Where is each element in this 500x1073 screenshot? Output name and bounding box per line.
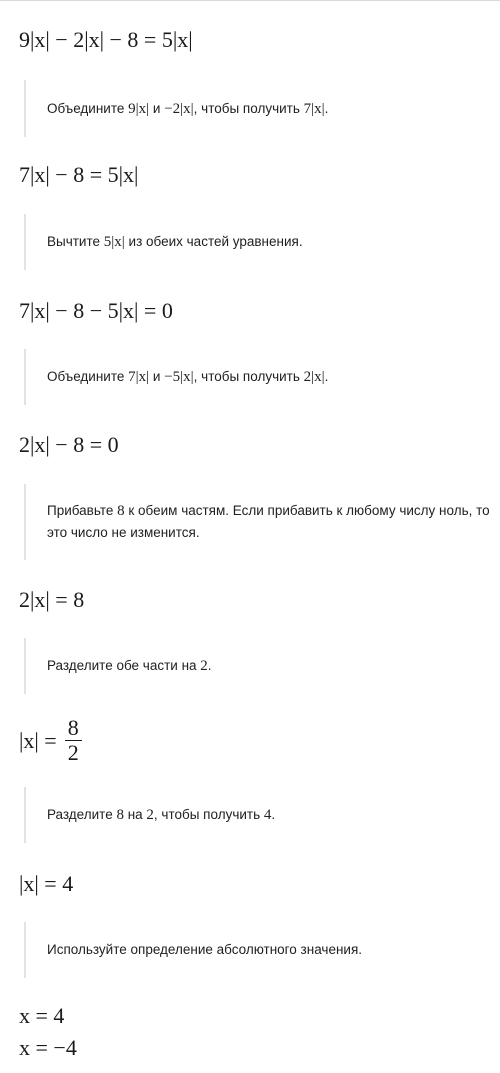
explanation-text [47,500,490,544]
note-text-segment: из обеих частей уравнения. [124,234,303,249]
top-divider [0,0,500,1]
explanation-step-5 [24,638,490,694]
equation-step-4: 2|x| − 8 = 0 [19,432,119,457]
explanation-text [47,655,212,677]
note-text-segment: и [149,369,165,384]
note-text-segment: . [324,369,329,384]
note-text-segment: . [207,658,212,673]
inline-math: 7|x| [303,100,325,117]
explanation-text [47,231,303,253]
note-text-segment: Объедините [47,369,129,384]
note-text-segment: Объедините [47,100,129,116]
equation-step-7: |x| = 4 [19,871,74,896]
inline-math: 4 [263,807,272,823]
equation-step-3: 7|x| − 8 − 5|x| = 0 [19,298,173,323]
explanation-step-1 [24,80,490,137]
final-answer-1: x = 4 [19,1003,65,1028]
note-text-segment: Прибавьте [47,503,118,518]
note-text-segment: Разделите обе части на [47,658,201,673]
equation-step-2: 7|x| − 8 = 5|x| [19,162,139,187]
equation-step-6 [19,716,82,765]
note-text-segment: Разделите [47,807,117,822]
inline-math: 8 [117,503,125,519]
equation-step-5: 2|x| = 8 [19,587,85,612]
inline-math: −2|x| [164,100,194,117]
note-text-segment: . [324,100,329,116]
inline-math: 2 [200,658,208,674]
explanation-step-6 [24,787,490,843]
equation-lhs: |x| = [19,727,57,753]
note-text-segment: Вычтите [47,234,104,249]
note-text-segment: и [149,100,165,116]
note-text-segment: , чтобы получить [193,100,304,116]
inline-math: −5|x| [164,369,194,385]
explanation-text [47,98,328,120]
note-text-segment: . [271,807,276,822]
inline-math: 8 [116,807,124,823]
note-text-segment: к обеим частям. Если прибавить к любому числу ноль, то это число не изменится. [47,503,490,540]
explanation-step-4 [24,484,490,560]
inline-math: 2 [146,807,154,823]
note-text-segment: Используйте определение абсолютного значения. [47,942,363,957]
explanation-text [47,939,362,961]
inline-math: 7|x| [128,369,150,385]
explanation-step-2 [24,214,490,270]
explanation-text [47,804,275,826]
inline-math: 9|x| [128,100,150,117]
fraction-denominator: 2 [67,740,79,765]
inline-math: 2|x| [303,369,325,385]
note-text-segment: , чтобы получить [153,807,264,822]
equation-step-1: 9|x| − 2|x| − 8 = 5|x| [19,27,193,52]
explanation-step-3 [24,349,490,405]
inline-math: 5|x| [103,234,125,250]
fraction-numerator: 8 [65,716,82,741]
final-answer-2: x = −4 [19,1035,77,1060]
explanation-step-7 [24,922,490,978]
note-text-segment: , чтобы получить [193,369,304,384]
explanation-text [47,366,328,388]
fraction [65,716,82,765]
note-text-segment: на [123,807,147,822]
